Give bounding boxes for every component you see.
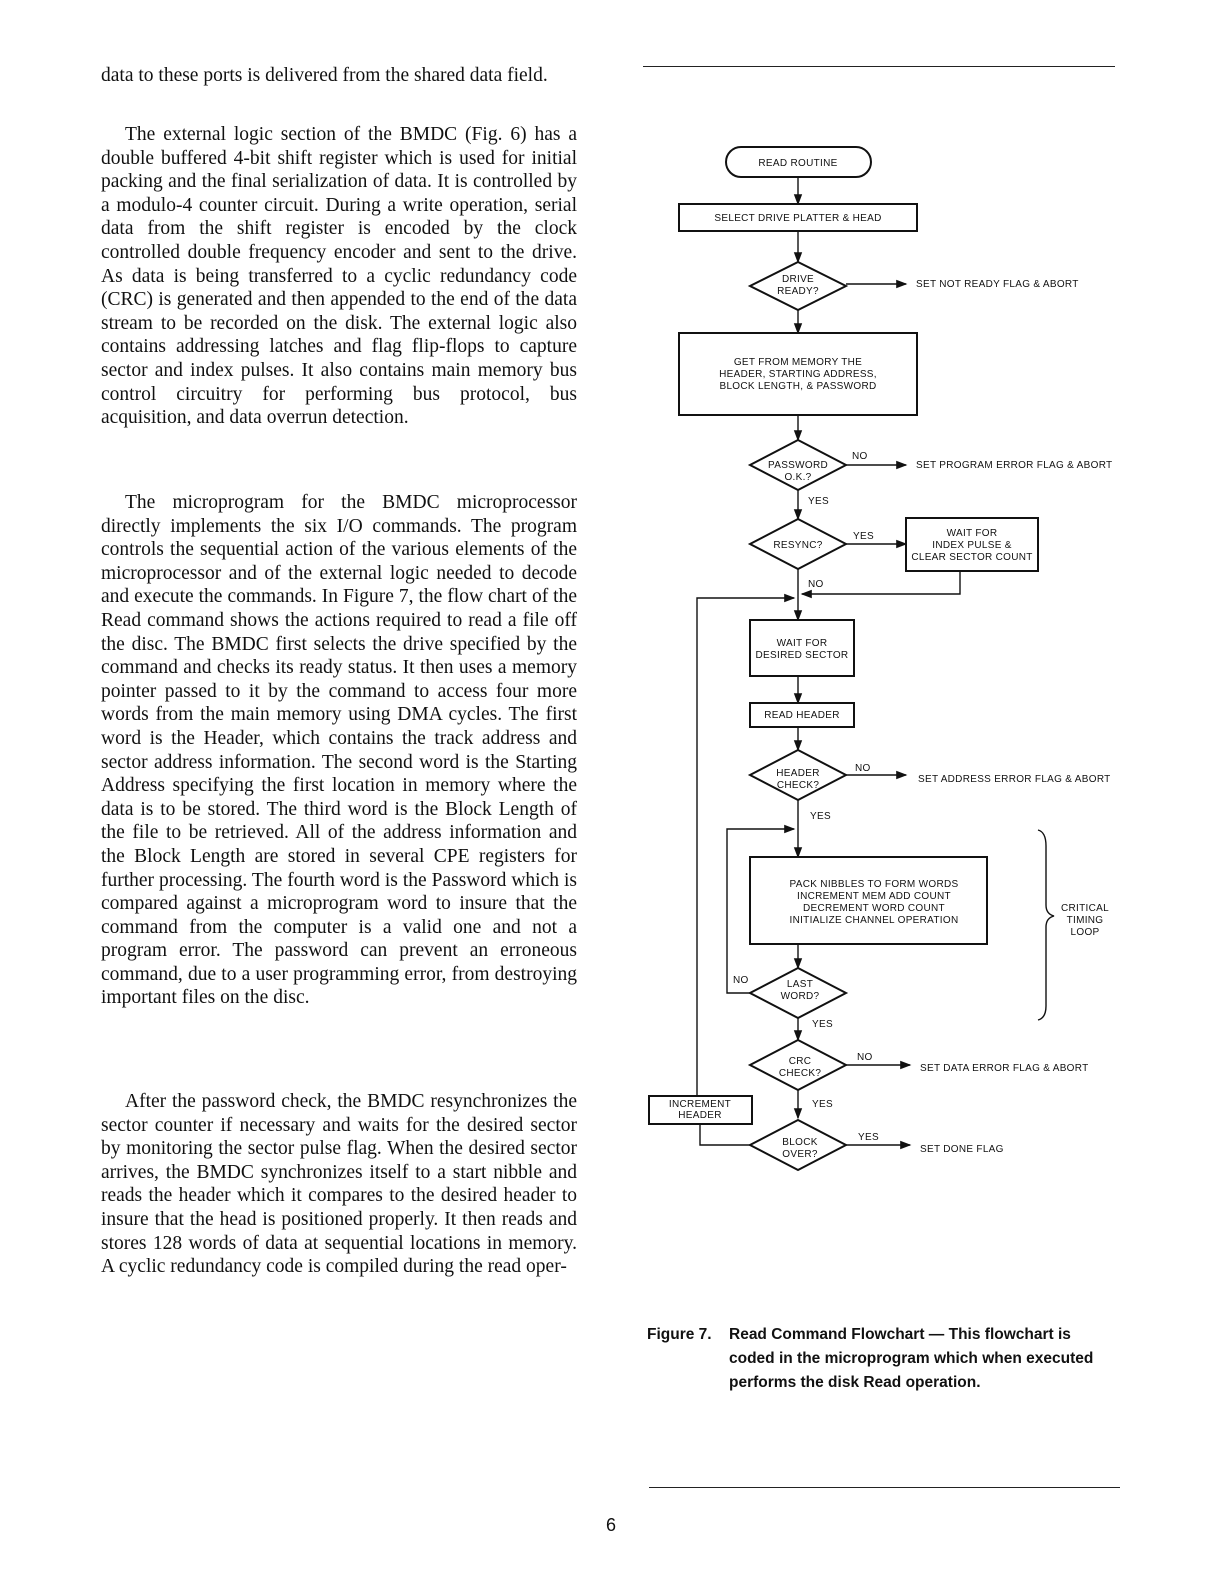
critical-loop-line-3: LOOP — [1070, 927, 1100, 938]
wait-index-line-2: INDEX PULSE & — [932, 540, 1012, 551]
crc-check-yes: YES — [812, 1099, 833, 1110]
program-error-action: SET PROGRAM ERROR FLAG & ABORT — [916, 460, 1113, 471]
last-word-yes: YES — [812, 1019, 833, 1030]
get-memory-line-3: BLOCK LENGTH, & PASSWORD — [719, 381, 877, 392]
password-label-2: O.K.? — [784, 472, 812, 483]
critical-loop-line-2: TIMING — [1066, 915, 1104, 926]
header-check-label-1: HEADER — [776, 768, 820, 779]
last-word-label-2: WORD? — [780, 991, 820, 1002]
paragraph-2: The external logic section of the BMDC (Fig. 6) has a double buffered 4-bit shift register which is used for initial packing and the final serialization of data. It is controlled by a modulo-4 counter circuit. During a write operation, serial data from the shift register is encoded by the clock controlled double frequency encoder and sent to the drive. As data is being transferred to a cyclic redundancy code (CRC) is generated and then appended to the end of the data stream to be recorded on the disk. The external logic also contains addressing latches and flag flip-flops to capture sector and index pulses. It also contains main memory bus control circuitry for performing bus protocol, bus acquisition, and data overrun detection. — [101, 124, 577, 429]
data-error-action: SET DATA ERROR FLAG & ABORT — [920, 1063, 1089, 1074]
password-no: NO — [852, 451, 868, 462]
get-memory-line-2: HEADER, STARTING ADDRESS, — [719, 369, 877, 380]
address-error-action: SET ADDRESS ERROR FLAG & ABORT — [918, 774, 1111, 785]
page-number: 6 — [606, 1515, 617, 1535]
not-ready-action: SET NOT READY FLAG & ABORT — [916, 279, 1079, 290]
paragraph-1: data to these ports is delivered from the shared data field. — [101, 65, 548, 86]
resync-label: RESYNC? — [773, 540, 823, 551]
resync-yes: YES — [853, 531, 874, 542]
block-over-yes: YES — [858, 1132, 879, 1143]
crc-check-no: NO — [857, 1052, 873, 1063]
wait-sector-line-2: DESIRED SECTOR — [755, 650, 849, 661]
increment-header-line-1: INCREMENT — [668, 1099, 732, 1110]
increment-header-line-2: HEADER — [678, 1110, 722, 1121]
caption-line-3: performs the disk Read operation. — [729, 1374, 981, 1391]
crc-check-label-1: CRC — [788, 1056, 812, 1067]
resync-no: NO — [808, 579, 824, 590]
wait-index-line-3: CLEAR SECTOR COUNT — [911, 552, 1033, 563]
last-word-no: NO — [733, 975, 749, 986]
start-label: READ ROUTINE — [758, 158, 838, 169]
header-check-label-2: CHECK? — [776, 780, 820, 791]
last-word-label-1: LAST — [786, 979, 814, 990]
wait-index-line-1: WAIT FOR — [946, 528, 998, 539]
crc-check-label-2: CHECK? — [778, 1068, 822, 1079]
drive-ready-label-2: READY? — [777, 286, 819, 297]
read-header-label: READ HEADER — [764, 710, 840, 721]
pack-nibbles-line-4: INITIALIZE CHANNEL OPERATION — [789, 915, 959, 926]
get-memory-line-1: GET FROM MEMORY THE — [733, 357, 863, 368]
pack-nibbles-line-3: DECREMENT WORD COUNT — [803, 903, 945, 914]
block-over-label-2: OVER? — [782, 1149, 818, 1160]
caption-line-2: coded in the microprogram which when executed — [729, 1350, 1094, 1367]
caption-line-1: Read Command Flowchart — This flowchart is — [729, 1326, 1071, 1343]
pack-nibbles-line-1: PACK NIBBLES TO FORM WORDS — [789, 879, 959, 890]
pack-nibbles-line-2: INCREMENT MEM ADD COUNT — [797, 891, 951, 902]
select-drive-label: SELECT DRIVE PLATTER & HEAD — [714, 213, 882, 224]
header-check-no: NO — [855, 763, 871, 774]
done-action: SET DONE FLAG — [920, 1144, 1004, 1155]
header-check-yes: YES — [810, 811, 831, 822]
wait-sector-line-1: WAIT FOR — [776, 638, 828, 649]
bottom-rule — [649, 1487, 1120, 1488]
paragraph-3: The microprogram for the BMDC microprocessor directly implements the six I/O commands. The program controls the sequential action of the various elements of the microprocessor and of the external logic needed to decode and execute the commands. In Figure 7, the flow chart of the Read command shows the actions required to read a file off the disc. The BMDC first selects the drive specified by the command and checks its ready status. It then uses a memory pointer passed to it by the command to access four more words from the main memory using DMA cycles. The first word is the Header, which contains the track address and sector address information. The second word is the Starting Address specifying the first location in memory where the data is to be stored. The third word is the Block Length of the file to be retrieved. All of the address information and the Block Length are stored in several CPE registers for further processing. The fourth word is the Password which is compared against a microprogram word to insure that the command from the computer is a valid one and not a program error. The password can prevent an erroneous command, due to a user programming error, from destroying important files on the disc. — [101, 492, 577, 1009]
password-label-1: PASSWORD — [768, 460, 828, 471]
paragraph-4: After the password check, the BMDC resynchronizes the sector counter if necessary and waits for the desired sector by monitoring the sector pulse flag. When the desired sector arrives, the BMDC synchronizes itself to a start nibble and reads the header which it compares to the desired header to insure that the head is positioned properly. It then reads and stores 128 words of data at sequential locations in memory. A cyclic redundancy code is compiled during the read oper- — [101, 1091, 577, 1278]
block-over-label-1: BLOCK — [782, 1137, 818, 1148]
figure-label: Figure 7. — [647, 1326, 712, 1343]
critical-loop-line-1: CRITICAL — [1061, 903, 1109, 914]
drive-ready-label-1: DRIVE — [781, 274, 815, 285]
password-yes: YES — [808, 496, 829, 507]
